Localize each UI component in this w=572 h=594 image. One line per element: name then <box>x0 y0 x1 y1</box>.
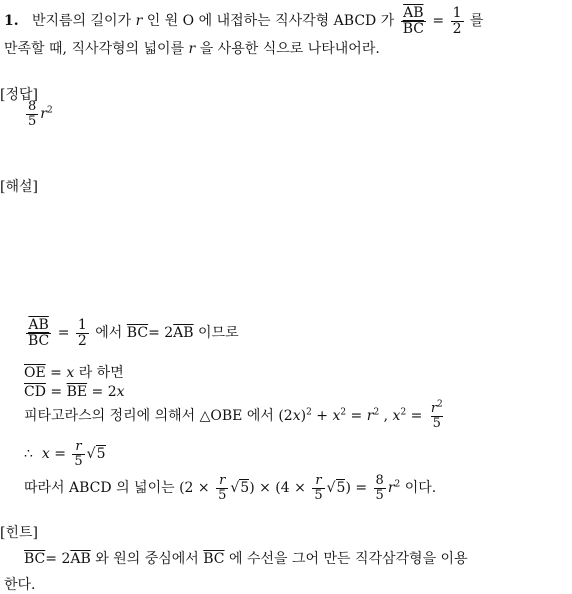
solution-line-6: 따라서 ABCD 의 넓이는 (2 × $\frac{r}{5}$ √ 5 ) × (4 × $\frac{r}{5}$ √ 5 ) = $\frac{8}{5}$ $r^2$ 이다. <box>24 473 437 503</box>
hint-label: [힌트] <box>0 525 38 541</box>
problem-text-a: 반지름의 길이가 <box>31 13 132 30</box>
answer-expression: $\frac{8}{5}$ $r^2$ <box>28 99 53 129</box>
solution-line-2: $\overline{OE} = x$ 라 하면 <box>24 365 124 381</box>
problem-ratio-fraction: $\frac{\overline{AB}}{BC}$ <box>402 5 424 37</box>
problem-text-b: 인 원 O 에 내접하는 직사각형 ABCD 가 <box>146 13 395 30</box>
solution-line-4: 피타고라스의 정리에 의해서 △OBE 에서 $(2x)^2 + x^2 = r^2$ , $x^2$ = $\frac{r^2}{5}$ <box>24 399 443 431</box>
problem-text-c: 를 <box>469 13 484 30</box>
problem-var-r: r <box>135 13 143 30</box>
problem-line-2: 만족할 때, 직사각형의 넓이를 r 을 사용한 식으로 나타내어라. <box>4 41 380 57</box>
problem-number: 1. <box>4 13 19 30</box>
problem-line-1: 1. 반지름의 길이가 r 인 원 O 에 내접하는 직사각형 ABCD 가 $\frac{\overline{AB}}{BC}$ = $\frac{1}{2}$ 를 <box>4 5 484 37</box>
problem-half-fraction: $\frac{1}{2}$ <box>452 5 462 37</box>
solution-label: [해설] <box>0 179 38 195</box>
solution-line-5: ∴ x = $\frac{r}{5}$ √ 5 <box>24 439 106 469</box>
hint-line-2: 한다. <box>4 577 36 593</box>
solution-line-1: $\frac{\overline{AB}}{BC}$ = $\frac{1}{2}$ 에서 $\overline{BC}= 2\overline{AB}$ 이므로 <box>28 317 239 349</box>
answer-label: [정답] <box>0 87 38 103</box>
hint-line-1: $\overline{BC}= 2\overline{AB}$ 와 원의 중심에서 $\overline{BC}$ 에 수선을 그어 만든 직각삼각형을 이용 <box>24 551 468 567</box>
solution-line-3: $\overline{CD} = \overline{BE} = 2x$ <box>24 384 125 400</box>
